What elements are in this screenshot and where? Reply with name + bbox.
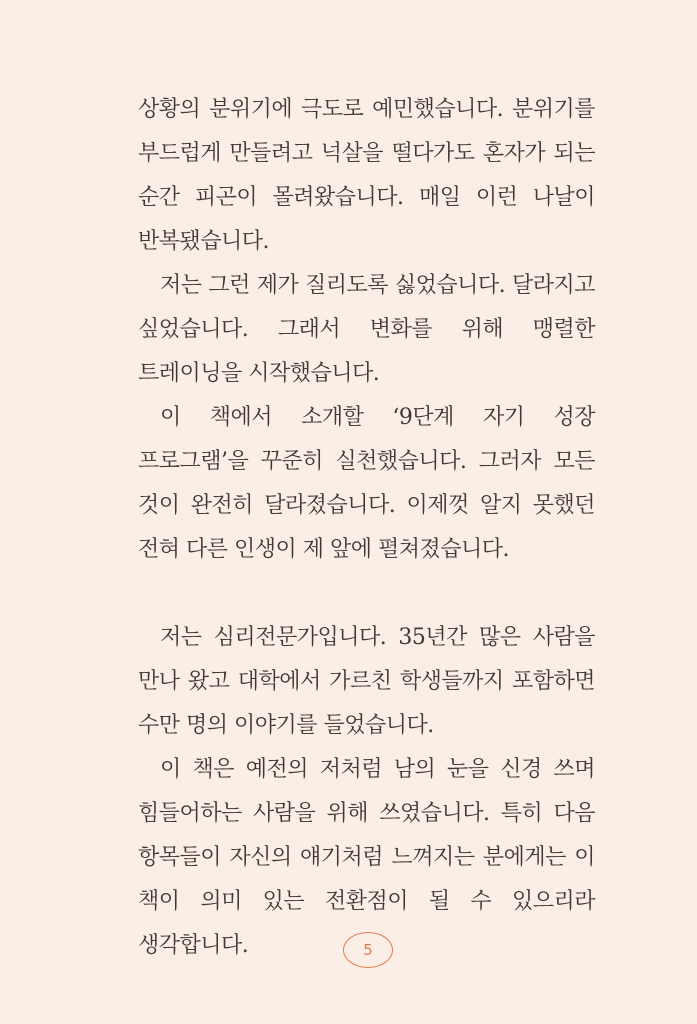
- paragraph: 이 책에서 소개할 ‘9단계 자기 성장 프로그램’을 꾸준히 실천했습니다. 그러자 모든 것이 완전히 달라졌습니다. 이제껏 알지 못했던 전혀 다른 인생이 제 앞에 펼쳐졌습니다.: [138, 405, 595, 562]
- page-number-badge: [343, 932, 393, 968]
- page-number: 5: [363, 940, 373, 959]
- paragraph: 저는 그런 제가 질리도록 싫었습니다. 달라지고 싶었습니다. 그래서 변화를 위해 맹렬한 트레이닝을 시작했습니다.: [138, 273, 595, 386]
- body-text: [138, 88, 595, 968]
- paragraph: 저는 심리전문가입니다. 35년간 많은 사람을 만나 왔고 대학에서 가르친 학생들까지 포함하면 수만 명의 이야기를 들었습니다.: [138, 625, 595, 738]
- paragraph: 이 책은 예전의 저처럼 남의 눈을 신경 쓰며 힘들어하는 사람을 위해 쓰였습니다. 특히 다음 항목들이 자신의 얘기처럼 느껴지는 분에게는 이 책이 의미 있는 전환점이 될 수 있으리라 생각합니다.: [138, 757, 595, 958]
- paragraph: 상황의 분위기에 극도로 예민했습니다. 분위기를 부드럽게 만들려고 넉살을 떨다가도 혼자가 되는 순간 피곤이 몰려왔습니다. 매일 이런 나날이 반복됐습니다.: [138, 97, 595, 254]
